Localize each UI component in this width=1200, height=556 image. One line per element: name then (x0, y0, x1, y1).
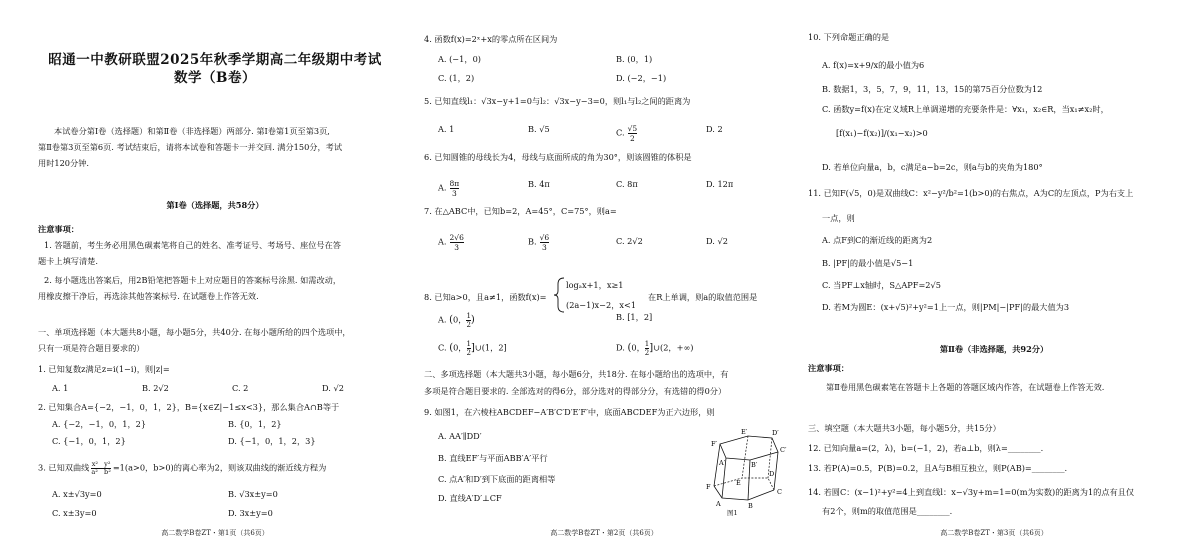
question-11-tail: 一点，则 (822, 213, 855, 223)
piecewise-case: logₐx+1，x≥1 (566, 280, 624, 290)
hexagonal-prism-figure (692, 426, 792, 522)
piecewise-function (552, 276, 566, 318)
vertex-label: D′ (772, 429, 779, 437)
piecewise-case: (2a−1)x−2，x<1 (566, 300, 637, 310)
question-8-tail: 在R上单调，则a的取值范围是 (648, 292, 758, 302)
intro-line: 第Ⅱ卷第3页至第6页. 考试结束后，请将本试卷和答题卡一并交回. 满分150分，考试 (38, 142, 343, 152)
hyperbola-fraction: $\frac{\text{x² y²}}{\text{a² b²}}$ (91, 460, 111, 476)
vertex-label: E (736, 479, 741, 487)
option: A. 1 (52, 383, 69, 393)
section-heading: 二、多项选择题（本大题共3小题，每小题6分，共18分. 在每小题给出的选项中，有 (424, 369, 729, 379)
option: A. $\frac{8\pi}{3}$ (438, 179, 460, 198)
vertex-label: F′ (711, 440, 717, 448)
option: A. x±√3y=0 (52, 489, 102, 499)
notice-item: 2. 每小题选出答案后，用2B铅笔把答题卡上对应题目的答案标号涂黑. 如需改动， (44, 275, 342, 285)
option: C. 点A′和D′到下底面的距离相等 (438, 474, 556, 484)
section-heading: 多项是符合题目要求的. 全部选对的得6分，部分选对的得部分分，有选错的得0分） (424, 386, 727, 396)
vertex-label: D (769, 470, 775, 478)
option: C. x±3y=0 (52, 508, 97, 518)
page-3-column (808, 0, 1180, 556)
notice-heading: 注意事项： (38, 224, 79, 234)
option: B. 数据1，3，5，7，9，11，13，15的第75百分位数为12 (822, 84, 1043, 94)
option: C. $\frac{√5}{2}$ (616, 124, 638, 143)
option: D. √2 (706, 236, 728, 246)
notice-item: 题卡上填写清楚. (38, 256, 98, 266)
option: B. (0，1) (616, 54, 653, 64)
question-7: 7. 在△ABC中，已知b=2，A=45°，C=75°，则a= (424, 206, 617, 216)
page-1-column (38, 0, 392, 556)
page-footer: 高二数学B卷ZT・第2页（共6页） (550, 529, 658, 537)
section-heading: 一、单项选择题（本大题共8小题，每小题5分，共40分. 在每小题所给的四个选项中， (38, 327, 351, 337)
part1-heading: 第Ⅰ卷（选择题，共58分） (166, 200, 264, 210)
figure-caption: 图1 (727, 509, 738, 517)
question-4: 4. 函数f(x)=2ˣ+x的零点所在区间为 (424, 34, 558, 44)
option: A. f(x)=x+9/x的最小值为6 (822, 60, 925, 70)
question-6: 6. 已知圆锥的母线长为4，母线与底面所成的角为30°，则该圆锥的体积是 (424, 152, 692, 162)
question-9: 9. 如图1，在六棱柱ABCDEF−A′B′C′D′E′F′中，底面ABCDEF为正六边形，则 (424, 407, 715, 417)
page-2-column (424, 0, 787, 556)
option: D. 直线A′D′⊥CF (438, 493, 502, 503)
option: B. [1，2] (616, 312, 653, 322)
option: A. AA′∥DD′ (438, 431, 482, 441)
part2-heading: 第Ⅱ卷（非选择题，共92分） (939, 344, 1049, 354)
option: C. (0， $\frac{1}{2}$ ]∪(1，2] (438, 340, 507, 357)
notice-item: 第Ⅱ卷用黑色碳素笔在答题卡上各题的答题区域内作答，在试题卷上作答无效. (826, 382, 1105, 392)
exam-subtitle: 数学（B卷） (174, 70, 256, 86)
vertex-label: A (716, 500, 721, 508)
vertex-label: B (748, 502, 753, 510)
exam-title: 昭通一中教研联盟2025年秋季学期高二年级期中考试 (48, 52, 382, 68)
option: D. {−1，0，1，2，3} (228, 436, 316, 446)
option: D. 2 (706, 124, 723, 134)
option: D. (−2，−1) (616, 73, 667, 83)
notice-heading: 注意事项： (808, 363, 849, 373)
question-14-tail: 有2个，则m的取值范围是________. (822, 506, 953, 516)
brace-icon (552, 276, 566, 314)
option: D. 若M为圆E：(x+√5)²+y²=1上一点，则|PM|−|PF|的最大值为3 (822, 302, 1070, 312)
section-heading: 三、填空题（本大题共3小题，每小题5分，共15分） (808, 423, 1001, 433)
page-footer: 高二数学B卷ZT・第3页（共6页） (940, 529, 1048, 537)
option: D. (0， $\frac{1}{2}$ ]∪(2，+∞) (616, 340, 694, 357)
question-11: 11. 已知F(√5，0)是双曲线C：x²−y²/b²=1(b>0)的右焦点，A为C的左顶点，P为右支上 (808, 188, 1134, 198)
vertex-label: E′ (741, 428, 748, 436)
question-5: 5. 已知直线l₁：√3x−y+1=0与l₂：√3x−y−3=0，则l₁与l₂之间的距离为 (424, 96, 691, 106)
option: B. √3x±y=0 (228, 489, 278, 499)
option: B. 4π (528, 179, 550, 189)
option-continuation: [f(x₁)−f(x₂)]/(x₁−x₂)>0 (836, 128, 928, 138)
option: B. $\frac{√6}{3}$ (528, 233, 550, 252)
option: D. 若单位向量a，b，c满足a−b=2c，则a与b的夹角为180° (822, 162, 1043, 172)
question-1: 1. 已知复数z满足z=i(1−i)，则|z|= (38, 364, 170, 374)
option: C. 函数y=f(x)在定义域R上单调递增的充要条件是：∀x₁，x₂∈R，当x₁≠x₂时， (822, 104, 1109, 114)
option: A. {−2，−1，0，1，2} (52, 419, 147, 429)
option: B. √5 (528, 124, 550, 134)
option: B. {0，1，2} (228, 419, 282, 429)
question-10: 10. 下列命题正确的是 (808, 32, 890, 42)
option: C. {−1，0，1，2} (52, 436, 126, 446)
question-12: 12. 已知向量a=(2，λ)，b=(−1，2)，若a⊥b，则λ=________. (808, 443, 1044, 453)
option: D. 3x±y=0 (228, 508, 273, 518)
option: A. (0， $\frac{1}{2}$ ) (438, 312, 475, 329)
section-heading: 只有一项是符合题目要求的） (38, 343, 145, 353)
option: C. 2√2 (616, 236, 643, 246)
question-14: 14. 若圆C：(x−1)²+y²=4上到直线l：x−√3y+m=1=0(m为实数)的距离为1的点有且仅 (808, 487, 1135, 497)
option: C. (1，2) (438, 73, 475, 83)
option: C. 2 (232, 383, 249, 393)
vertex-label: C (777, 488, 782, 496)
option: D. √2 (322, 383, 344, 393)
option: A. (−1，0) (438, 54, 481, 64)
option: D. 12π (706, 179, 734, 189)
page-footer: 高二数学B卷ZT・第1页（共6页） (161, 529, 269, 537)
intro-line: 用时120分钟. (38, 158, 89, 168)
question-13: 13. 若P(A)=0.5，P(B)=0.2，且A与B相互独立，则P(AB)=________. (808, 463, 1068, 473)
notice-item: 1. 答题前，考生务必用黑色碳素笔将自己的姓名、准考证号、考场号、座位号在答 (44, 240, 341, 250)
option: C. 8π (616, 179, 638, 189)
vertex-label: F (706, 483, 711, 491)
option: B. 直线EF′与平面ABB′A′平行 (438, 453, 548, 463)
option: C. 当PF⊥x轴时，S△APF=2√5 (822, 280, 941, 290)
question-2: 2. 已知集合A={−2，−1，0，1，2}，B={x∈Z|−1≤x<3}，那么集合A∩B等于 (38, 402, 340, 412)
vertex-label: B′ (751, 461, 758, 469)
option: B. 2√2 (142, 383, 169, 393)
question-8: 8. 已知a>0，且a≠1，函数f(x)= (424, 292, 547, 302)
vertex-label: A′ (719, 459, 726, 467)
notice-item: 用橡皮擦干净后，再选涂其他答案标号. 在试题卷上作答无效. (38, 291, 259, 301)
vertex-label: C′ (780, 446, 787, 454)
option: A. $\frac{2√6}{3}$ (438, 233, 464, 252)
question-3: 3. 已知双曲线 $\frac{\text{x² y²}}{\text{a² b²}}$ =1(a>0，b>0)的离心率为2，则该双曲线的渐近线方程为 (38, 460, 327, 476)
option: A. 1 (438, 124, 455, 134)
option: B. |PF|的最小值是√5−1 (822, 258, 914, 268)
intro-line: 本试卷分第Ⅰ卷（选择题）和第Ⅱ卷（非选择题）两部分. 第Ⅰ卷第1页至第3页, (54, 126, 330, 136)
option: A. 点F到C的渐近线的距离为2 (822, 235, 933, 245)
